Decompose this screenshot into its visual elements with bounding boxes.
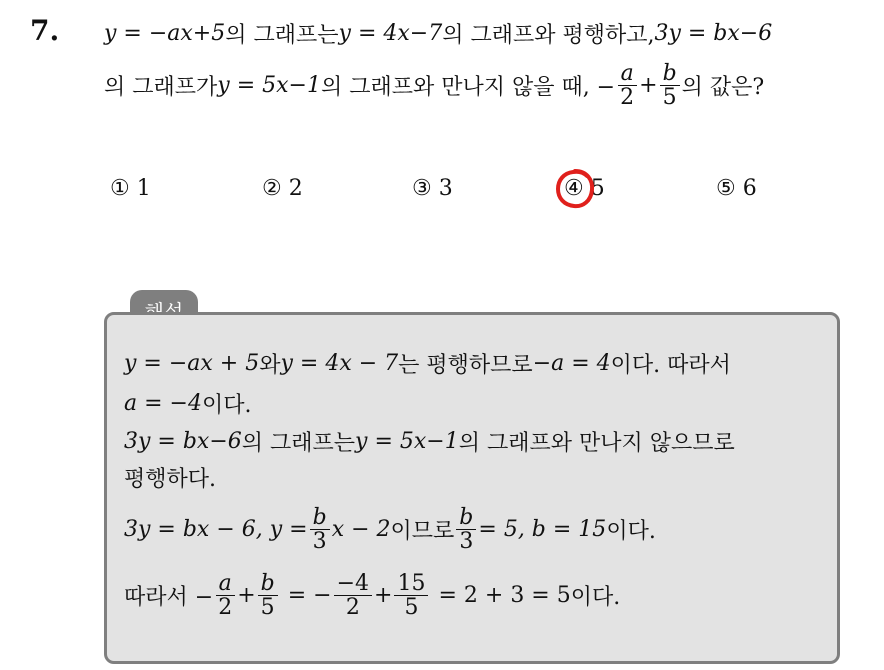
fraction-15-over-5: $\frac{15}{5}$ bbox=[394, 572, 428, 619]
question-text: 의 그래프가 bbox=[104, 75, 218, 101]
equation: 3y = bx−6 bbox=[654, 21, 773, 46]
fraction-minus4-over-2: $\frac{-4}{2}$ bbox=[334, 572, 372, 619]
equation: y = 4x−7 bbox=[338, 21, 443, 46]
choice-marker: ③ bbox=[412, 176, 432, 201]
choice-value: 3 bbox=[438, 176, 453, 201]
fraction-b-over-5: $\frac{b}{5}$ bbox=[660, 62, 680, 109]
fraction-b-over-5: $\frac{b}{5}$ bbox=[258, 572, 278, 619]
choice-3[interactable] bbox=[412, 176, 453, 201]
choice-marker: ⑤ bbox=[716, 176, 736, 201]
choice-value: 2 bbox=[288, 176, 303, 201]
question-text: 의 그래프는 bbox=[225, 23, 339, 48]
solution-line-1: y = −ax + 5 와 y = 4x − 7 는 평행하므로 −a = 4 이다. 따라서 bbox=[124, 351, 731, 378]
choice-value: 6 bbox=[742, 176, 757, 201]
plus-sign: + bbox=[639, 73, 658, 99]
choice-value: 1 bbox=[136, 176, 151, 201]
question-text: 의 값은? bbox=[681, 75, 765, 101]
solution-line-5: 3y = bx − 6, y = $\frac{b}{3}$ x − 2 이므로 $\frac{b}{3}$ = 5, b = 15 이다. bbox=[124, 505, 656, 555]
fraction-b-over-3: $\frac{b}{3}$ bbox=[310, 506, 330, 553]
fraction-a-over-2: $\frac{a}{2}$ bbox=[617, 62, 637, 109]
solution-line-3: 3y = bx−6 의 그래프는 y = 5x−1 의 그래프와 만나지 않으므로 bbox=[124, 429, 735, 456]
equation: y = 5x−1 bbox=[217, 73, 321, 99]
fraction-a-over-2: $\frac{a}{2}$ bbox=[215, 572, 235, 619]
question-text: 의 그래프와 만나지 않을 때, − bbox=[320, 75, 616, 101]
choice-marker: ④ bbox=[564, 176, 584, 201]
equation: y = −ax+5 bbox=[104, 21, 226, 46]
choice-marker: ② bbox=[262, 176, 282, 201]
solution-line-6: 따라서 − $\frac{a}{2}$ + $\frac{b}{5}$ = − $\frac{-4}{2}$ + $\frac{15}{5}$ = 2 + 3 = 5 이다. bbox=[124, 571, 621, 621]
choice-1[interactable] bbox=[110, 176, 151, 201]
choice-5[interactable] bbox=[716, 176, 757, 201]
choice-value: 5 bbox=[590, 176, 605, 201]
solution-line-2: a = −4 이다. bbox=[124, 391, 252, 418]
solution-line-4: 평행하다. bbox=[124, 467, 217, 492]
choice-marker: ① bbox=[110, 176, 130, 201]
question-line-1 bbox=[104, 18, 772, 49]
fraction-b-over-3: $\frac{b}{3}$ bbox=[456, 506, 476, 553]
question-text: 의 그래프와 평행하고, bbox=[442, 23, 655, 48]
answer-circle-mark bbox=[554, 168, 596, 210]
question-number: 7. bbox=[30, 14, 60, 47]
choice-2[interactable] bbox=[262, 176, 303, 201]
question-line-2 bbox=[104, 62, 764, 109]
